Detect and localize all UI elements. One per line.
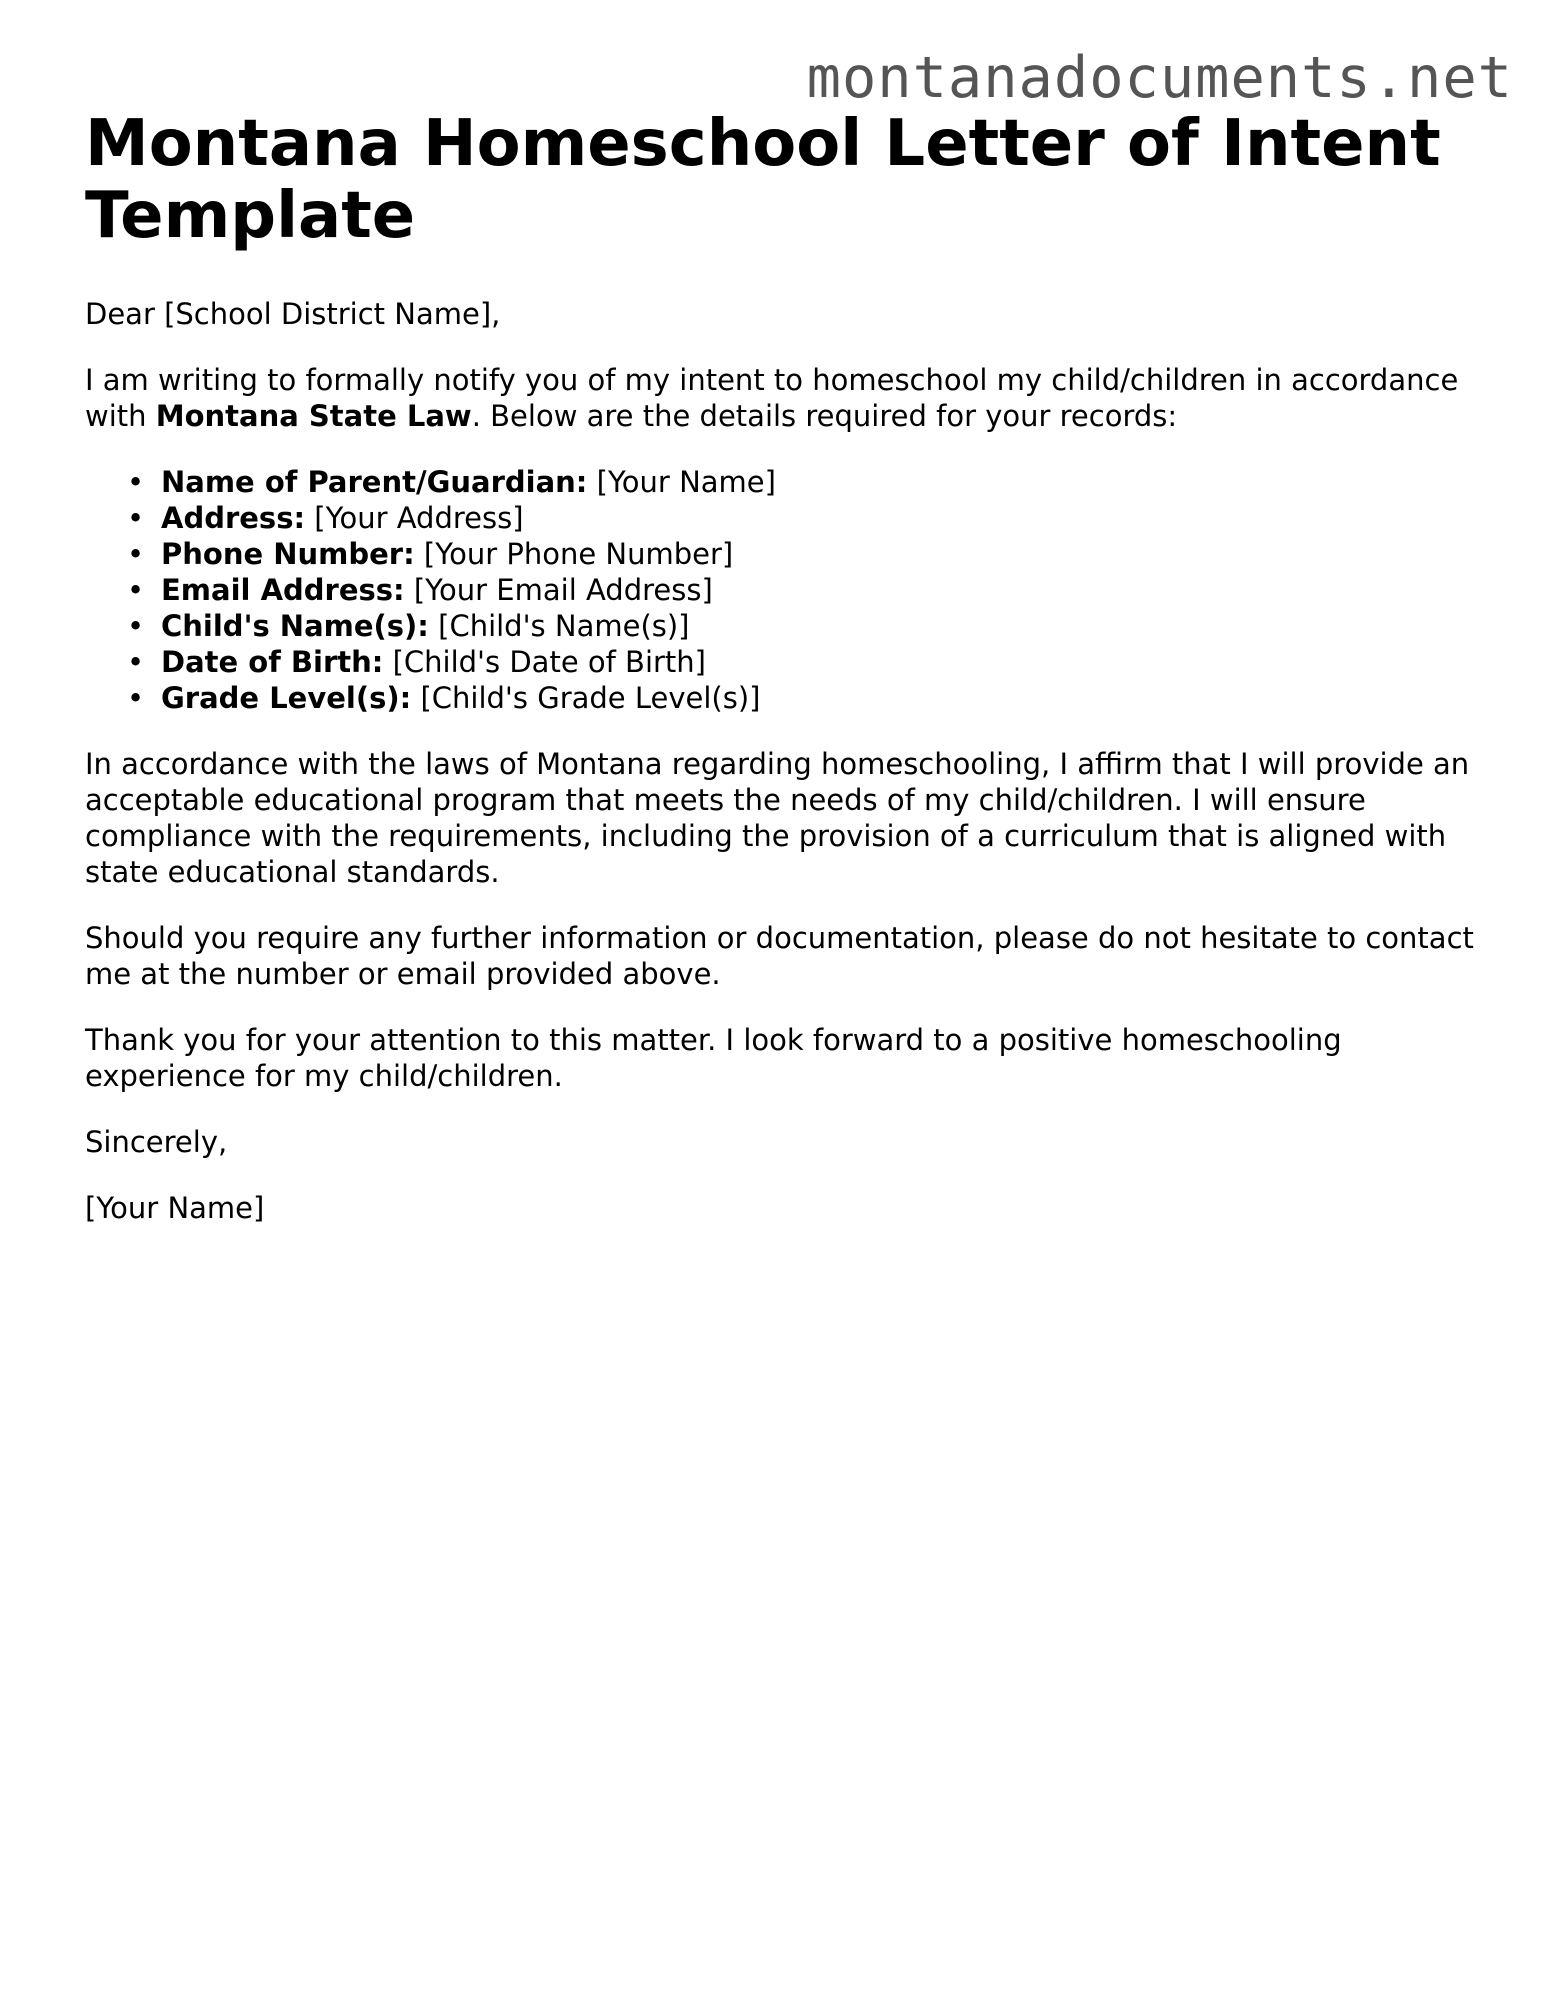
detail-value: [Your Name] [587,465,776,499]
bullet-icon: • [127,465,145,499]
page-title: Montana Homeschool Letter of Intent Template [85,107,1441,253]
thanks-paragraph: Thank you for your attention to this matter. I look forward to a positive homeschooling experience for my child/children. [85,1023,1342,1093]
detail-value: [Your Phone Number] [414,537,734,571]
list-item [127,680,1485,716]
contact-paragraph: Should you require any further information or documentation, please do not hesitate to contact me at the number or email provided above. [85,921,1474,991]
list-item [127,572,1485,608]
intro-law-name: Montana State Law [155,399,472,433]
list-item [127,608,1485,644]
details-list [85,464,1485,716]
detail-label: Child's Name(s): [161,609,429,643]
list-item [127,464,1485,500]
detail-label: Grade Level(s): [161,681,412,715]
closing-line: Sincerely, [85,1125,228,1159]
greeting-line: Dear [School District Name], [85,297,501,331]
detail-label: Email Address: [161,573,405,607]
detail-value: [Your Address] [305,501,524,535]
watermark-text: montanadocuments.net [806,45,1513,111]
list-item [127,500,1485,536]
detail-value: [Child's Date of Birth] [383,645,706,679]
detail-label: Name of Parent/Guardian: [161,465,588,499]
list-item [127,536,1485,572]
signature-line: [Your Name] [85,1191,265,1225]
bullet-icon: • [127,609,145,643]
detail-value: [Child's Grade Level(s)] [411,681,761,715]
intro-paragraph [85,362,1485,434]
bullet-icon: • [127,573,145,607]
letter-document [85,108,1485,1226]
bullet-icon: • [127,501,145,535]
intro-text-before: I am writing to formally notify you of my intent to homeschool my child/children in accordance with [85,363,1459,433]
bullet-icon: • [127,681,145,715]
detail-value: [Your Email Address] [404,573,713,607]
intro-text-after: . Below are the details required for your records: [471,399,1178,433]
list-item [127,644,1485,680]
bullet-icon: • [127,645,145,679]
affirmation-paragraph: In accordance with the laws of Montana regarding homeschooling, I affirm that I will provide an acceptable educational program that meets the needs of my child/children. I will ensure compliance with the requirements, including the provision of a curriculum that is aligned with state educational standards. [85,747,1470,889]
detail-value: [Child's Name(s)] [428,609,690,643]
detail-label: Phone Number: [161,537,415,571]
detail-label: Date of Birth: [161,645,384,679]
bullet-icon: • [127,537,145,571]
detail-label: Address: [161,501,306,535]
